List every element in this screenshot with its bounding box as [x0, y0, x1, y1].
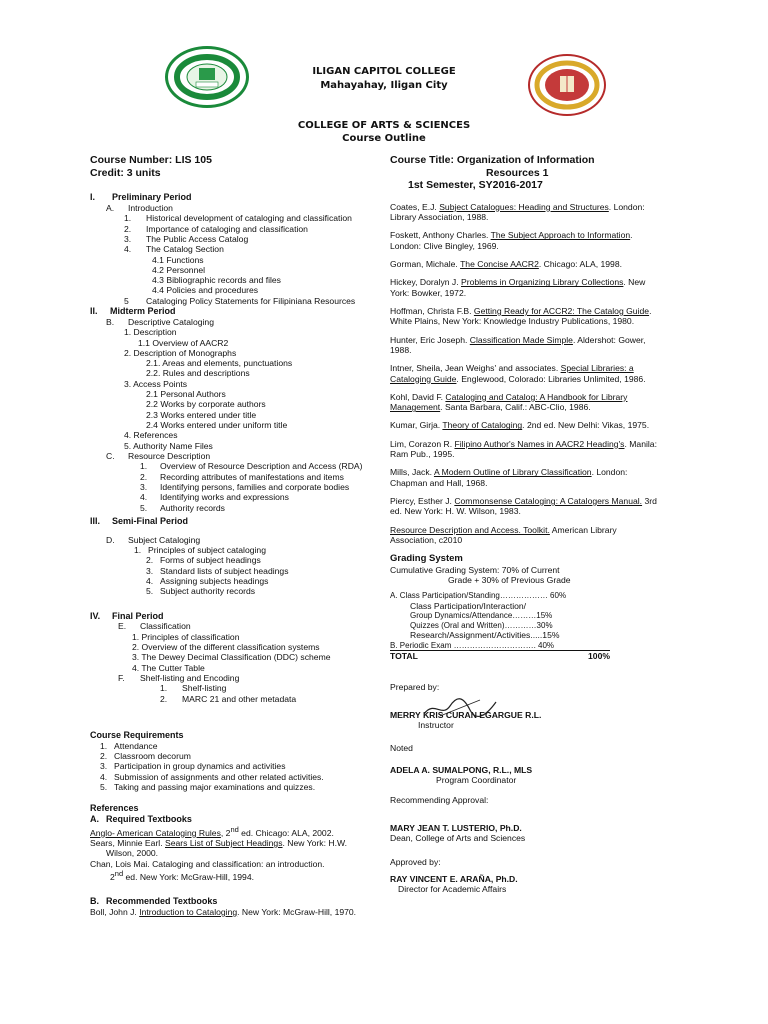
seal-icon [530, 56, 604, 114]
reference-entry: Mills, Jack. A Modern Outline of Library Classification. London: Chapman and Hall, 1968. [390, 467, 628, 488]
grading-item: Research/Assignment/Activities.....15% [410, 630, 560, 641]
required-textbooks-heading: A. Required Textbooks [90, 813, 192, 824]
outline-item: B. Descriptive Cataloging [106, 316, 214, 327]
grading-item: A. Class Participation/Standing……………… 60% [390, 591, 567, 601]
outline-item: 5. Subject authority records [146, 586, 256, 597]
requirement-item: 2. Classroom decorum [100, 750, 191, 761]
outline-item: 2. Overview of the different classification systems [132, 641, 320, 652]
reference-entry: Piercy, Esther J. Commonsense Cataloging: A Catalogers Manual. 3rd ed. New York: H. W. Wilson, 1983. [390, 496, 657, 517]
period-heading: II. Midterm Period [90, 306, 176, 317]
approved-label: Approved by: [390, 857, 441, 868]
period-heading: III. Semi-Final Period [90, 515, 189, 526]
outline-item: 2.3 Works entered under title [146, 409, 257, 420]
dean-title: Dean, College of Arts and Sciences [390, 833, 526, 844]
outline-item: 2.1. Areas and elements, punctuations [146, 358, 293, 369]
reference-list [390, 202, 660, 546]
grading-line: Cumulative Grading System: 70% of Current [390, 564, 560, 575]
outline-item: 2. Recording attributes of manifestations and items [140, 471, 344, 482]
director-title: Director for Academic Affairs [398, 884, 507, 895]
outline-item: 2.2. Rules and descriptions [146, 368, 250, 379]
outline-item: 2. MARC 21 and other metadata [160, 693, 297, 704]
coordinator-title: Program Coordinator [436, 775, 517, 786]
right-column [390, 154, 660, 894]
outline-item: 4. Assigning subjects headings [146, 575, 269, 586]
outline-item: 2. Forms of subject headings [146, 555, 261, 566]
reference-entry: Sears, Minnie Earl. Sears List of Subject Headings. New York: H.W. Wilson, 2000. [90, 837, 347, 859]
instructor-name: MERRY KRIS CURAN EGARGUE R.L. [390, 709, 542, 720]
left-college-seal [165, 46, 249, 108]
outline-item: 5. Authority Name Files [124, 440, 213, 451]
requirement-item: 5. Taking and passing major examinations and quizzes. [100, 781, 316, 792]
outline-item: 3. Access Points [124, 378, 188, 389]
outline-item: 4.1 Functions [152, 254, 204, 265]
reference-entry: Gorman, Michale. The Concise AACR2. Chicago: ALA, 1998. [390, 259, 623, 270]
reference-entry: Boll, John J. Introduction to Cataloging. New York: McGraw-Hill, 1970. [90, 906, 357, 917]
school-address: Mahayahay, Iligan City [320, 80, 448, 91]
outline-item: 2.1 Personal Authors [146, 389, 226, 400]
reference-entry: Anglo- American Cataloging Rules, 2nd ed. Chicago: ALA, 2002. [90, 824, 334, 838]
course-title-cont: Resources 1 [486, 166, 549, 179]
outline-item: 2.2 Works by corporate authors [146, 399, 266, 410]
course-title: Course Title: Organization of Information [390, 154, 595, 166]
grading-item: Class Participation/Interaction/ [410, 600, 527, 611]
prepared-label: Prepared by: [390, 681, 440, 692]
outline-item: 4. The Cutter Table [132, 662, 205, 673]
reference-entry: Foskett, Anthony Charles. The Subject Approach to Information. London: Clive Bingley, 1969. [390, 230, 633, 251]
reference-entry: Hoffman, Christa F.B. Getting Ready for ACCR2: The Catalog Guide. White Plains, New York: Knowledge Industry Publications, 1980. [390, 305, 652, 327]
grading-heading: Grading System [390, 553, 463, 565]
outline-item: 1. Shelf-listing [160, 683, 227, 694]
period-heading: I. Preliminary Period [90, 192, 192, 203]
instructor-title: Instructor [418, 720, 454, 731]
outline-item: 1. Overview of Resource Description and Access (RDA) [140, 461, 363, 472]
outline-item: 4. Identifying works and expressions [140, 492, 289, 503]
grading-total: TOTAL 100% [390, 651, 610, 662]
coordinator-name: ADELA A. SUMALPONG, R.L., MLS [390, 764, 533, 775]
outline-item: 4. References [124, 430, 178, 441]
outline-item: 1.1 Overview of AACR2 [138, 337, 229, 348]
outline-item: 3. Standard lists of subject headings [146, 565, 289, 576]
reference-entry: Hunter, Eric Joseph. Classification Made Simple. Aldershot: Gower, 1988. [390, 334, 646, 355]
reference-entry: Chan, Lois Mai. Cataloging and classification: an introduction. [90, 858, 325, 869]
dean-name: MARY JEAN T. LUSTERIO, Ph.D. [390, 822, 522, 833]
recommended-textbooks-heading: B. Recommended Textbooks [90, 896, 218, 907]
outline-item: 1. Historical development of cataloging and classification [124, 213, 352, 224]
reference-entry: Lim, Corazon R. Filipino Author's Names in AACR2 Heading's. Manila: Ram Pub., 1995. [390, 438, 657, 460]
outline-item: 3. The Public Access Catalog [124, 233, 249, 244]
outline-item: D. Subject Cataloging [106, 534, 201, 545]
outline-item: 4.4 Policies and procedures [152, 285, 259, 296]
right-college-seal [528, 54, 606, 116]
course-credit: Credit: 3 units [90, 166, 161, 179]
requirement-item: 4. Submission of assignments and other related activities. [100, 771, 324, 782]
outline-item: E. Classification [118, 621, 191, 632]
signature-icon [420, 696, 500, 720]
reference-entry: Kohl, David F. Cataloging and Catalog: A Handbook for Library Management. Santa Barbara, Calif.: ABC-Clio, 1986. [390, 391, 628, 413]
recommending-label: Recommending Approval: [390, 795, 489, 806]
outline-item: 2.4 Works entered under uniform title [146, 420, 288, 431]
reference-entry: Resource Description and Access. Toolkit. American Library Association, c2010 [390, 524, 617, 545]
reference-entry: Hickey, Doralyn J. Problems in Organizing Library Collections. New York: Bowker, 1972. [390, 277, 646, 298]
director-name: RAY VINCENT E. ARAÑA, Ph.D. [390, 873, 518, 884]
noted-label: Noted [390, 742, 413, 753]
outline-item: 3. Identifying persons, families and corporate bodies [140, 481, 350, 492]
requirements-heading: Course Requirements [90, 729, 184, 740]
requirement-item: 1. Attendance [100, 740, 158, 751]
period-heading: IV. Final Period [90, 610, 164, 621]
reference-entry: Intner, Sheila, Jean Weighs' and associates. Special Libraries: a Cataloging Guide. Englewood, Colorado: Libraries Unlimited, 1986. [390, 363, 646, 384]
outline-item: 1. Principles of classification [132, 631, 240, 642]
grading-line: Grade + 30% of Previous Grade [448, 574, 571, 585]
course-number: Course Number: LIS 105 [90, 154, 212, 166]
left-column [90, 154, 370, 917]
references-heading: References [90, 803, 139, 814]
outline-item: 4. The Catalog Section [124, 244, 224, 255]
semester: 1st Semester, SY2016-2017 [408, 179, 543, 192]
reference-entry: 2nd ed. New York: McGraw-Hill, 1994. [110, 868, 254, 882]
school-name: ILIGAN CAPITOL COLLEGE [312, 66, 456, 77]
outline-item: 3. The Dewey Decimal Classification (DDC) scheme [132, 652, 331, 663]
outline-item: A. Introduction [106, 202, 173, 213]
document-title: Course Outline [342, 133, 426, 144]
college-name: COLLEGE OF ARTS & SCIENCES [297, 120, 471, 131]
outline-item: 4.3 Bibliographic records and files [152, 275, 281, 286]
outline-item: F. Shelf-listing and Encoding [118, 672, 240, 683]
seal-icon [168, 49, 246, 105]
outline-item: 1. Principles of subject cataloging [134, 544, 266, 555]
requirements-list [90, 741, 370, 793]
reference-entry: Coates, E.J. Subject Catalogues: Heading and Structures. London: Library Association, 1988. [390, 201, 645, 223]
requirement-item: 3. Participation in group dynamics and activities [100, 761, 286, 772]
grading-item: Group Dynamics/Attendance………15% [410, 611, 553, 621]
outline-item: 4.2 Personnel [152, 264, 206, 275]
grading-item: Quizzes (Oral and Written)…………30% [410, 620, 553, 630]
outline-item: C. Resource Description [106, 450, 211, 461]
reference-entry: Kumar, Girja. Theory of Cataloging. 2nd ed. New Delhi: Vikas, 1975. [390, 420, 650, 431]
grading-item: B. Periodic Exam …………………………. 40% [390, 641, 610, 652]
outline-item: 2. Description of Monographs [124, 347, 237, 358]
outline-item: 5. Authority records [140, 502, 225, 513]
outline-item: 2. Importance of cataloging and classification [124, 223, 308, 234]
outline-item: 1. Description [124, 327, 177, 338]
instructor-signature-block [390, 710, 660, 731]
outline-item: 5 Cataloging Policy Statements for Filipiniana Resources [124, 295, 356, 306]
